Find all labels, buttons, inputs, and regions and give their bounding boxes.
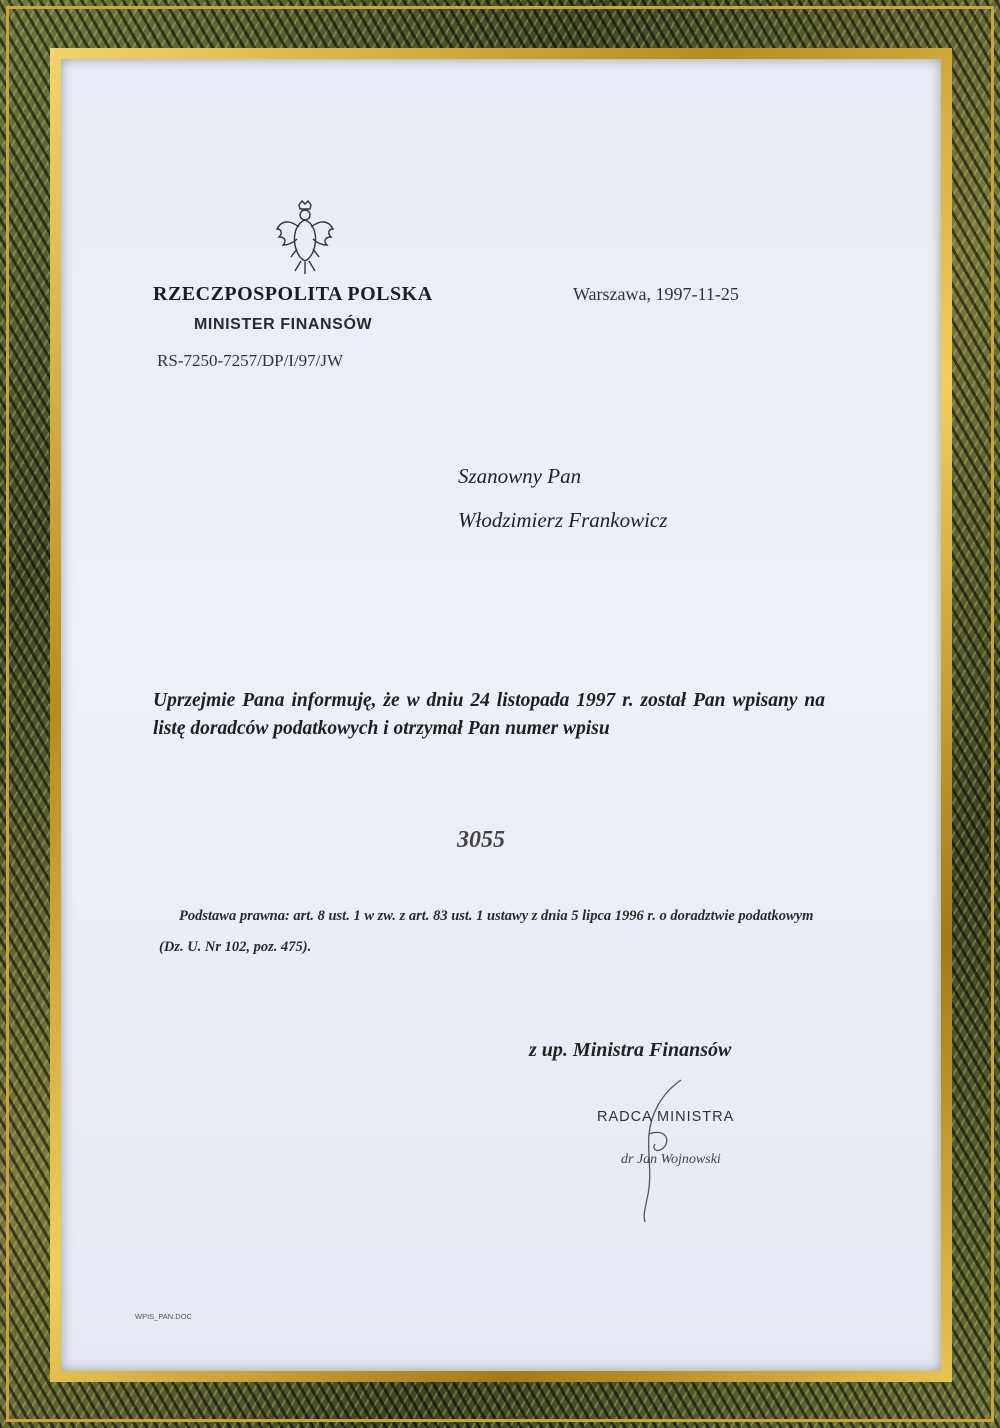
polish-eagle-emblem — [275, 199, 335, 279]
addressee-name: Włodzimierz Frankowicz — [458, 508, 668, 532]
handwritten-signature — [621, 1074, 691, 1224]
salutation: Szanowny Pan — [458, 464, 582, 488]
signer-title: RADCA MINISTRA — [597, 1109, 735, 1125]
signing-authority: z up. Ministra Finansów — [529, 1039, 732, 1061]
ministry-heading: MINISTER FINANSÓW — [194, 316, 373, 333]
letter-body: Uprzejmie Pana informuję, że w dniu 24 listopada 1997 r. został Pan wpisany na listę doradców podatkowych i otrzymał Pan numer wpisu — [153, 690, 825, 739]
registration-number: 3055 — [457, 827, 505, 853]
reference-number: RS-7250-7257/DP/I/97/JW — [157, 351, 344, 370]
file-name-footer: WPIS_PAN.DOC — [135, 1312, 192, 1321]
signer-name: dr Jan Wojnowski — [621, 1152, 721, 1167]
letter-paper — [61, 59, 941, 1371]
country-heading: RZECZPOSPOLITA POLSKA — [153, 283, 433, 305]
place-and-date: Warszawa, 1997-11-25 — [573, 284, 739, 304]
legal-basis-line-2: o doradztwie podatkowym (Dz. U. Nr 102, poz. 475). — [159, 908, 814, 955]
frame-gold-liner — [50, 48, 952, 1382]
legal-basis — [159, 901, 827, 963]
legal-basis-line-1: Podstawa prawna: art. 8 ust. 1 w zw. z art. 83 ust. 1 ustawy z dnia 5 lipca 1996 r. — [179, 908, 656, 924]
